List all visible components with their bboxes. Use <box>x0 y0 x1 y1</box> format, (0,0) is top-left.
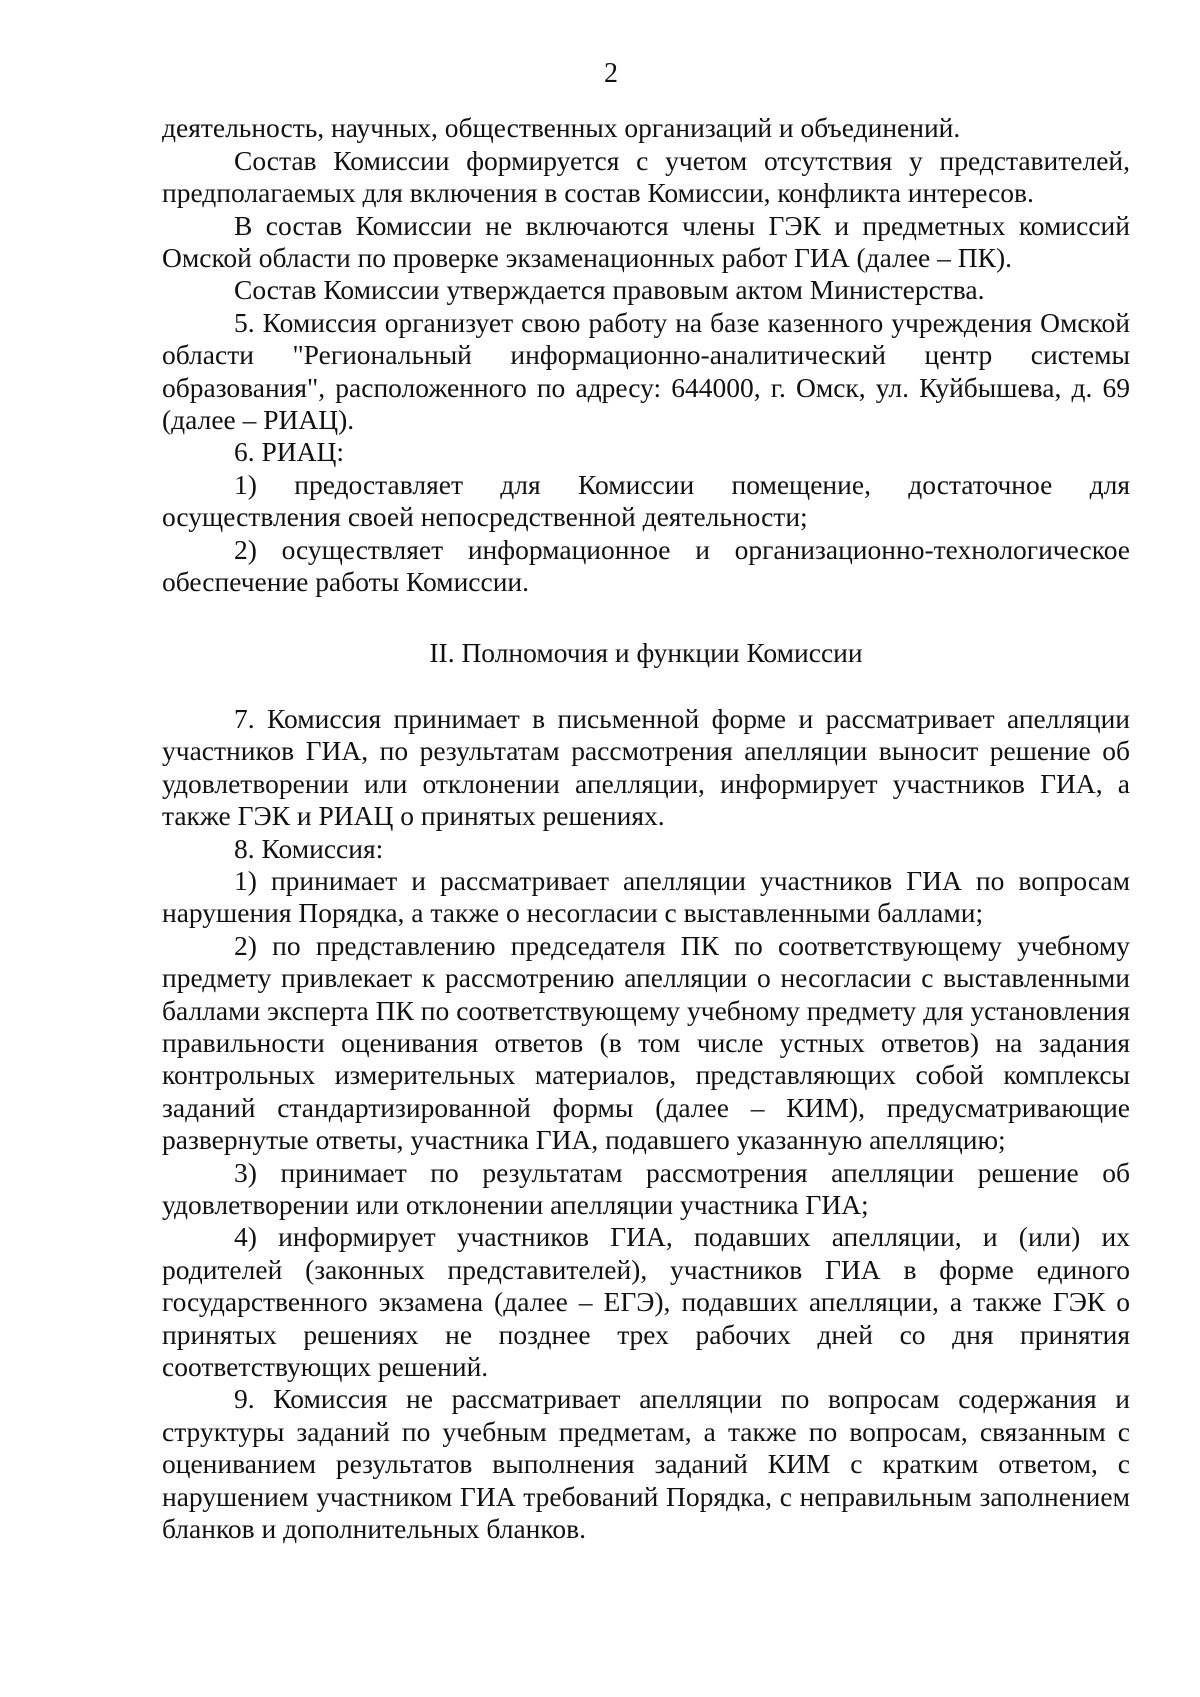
paragraph: 1) предоставляет для Комиссии помещение, достаточное для осуществления своей непосредственной деятельности; <box>162 468 1130 533</box>
paragraph: В состав Комиссии не включаются члены ГЭК и предметных комиссий Омской области по проверке экзаменационных работ ГИА (далее – ПК). <box>162 209 1130 274</box>
paragraph: 8. Комиссия: <box>234 832 384 864</box>
paragraph: 9. Комиссия не рассматривает апелляции по вопросам содержания и структуры заданий по учебным предметам, а также по вопросам, связанным с оцениванием результатов выполнения заданий КИМ с кратким ответом, с нарушением участником ГИА требований Порядка, с неправильным заполнением бланков и дополнительных бланков. <box>162 1383 1130 1545</box>
paragraph: 2) по представлению председателя ПК по соответствующему учебному предмету привлекает к рассмотрению апелляции о несогласии с выставленными баллами эксперта ПК по соответствующему учебному предмету для установления правильности оценивания ответов (в том числе устных ответов) на задания контрольных измерительных материалов, представляющих собой комплексы заданий стандартизированной формы (далее – КИМ), предусматривающие развернутые ответы, участника ГИА, подавшего указанную апелляцию; <box>162 929 1130 1156</box>
paragraph: 2) осуществляет информационное и организационно-технологическое обеспечение работы Комиссии. <box>162 533 1130 598</box>
paragraph: Состав Комиссии утверждается правовым актом Министерства. <box>234 274 985 306</box>
paragraph: 7. Комиссия принимает в письменной форме и рассматривает апелляции участников ГИА, по результатам рассмотрения апелляции выносит решение об удовлетворении или отклонении апелляции, информирует участников ГИА, а также ГЭК и РИАЦ о принятых решениях. <box>162 702 1130 832</box>
paragraph: 4) информирует участников ГИА, подавших апелляции, и (или) их родителей (законных представителей), участников ГИА в форме единого государственного экзамена (далее – ЕГЭ), подавших апелляции, а также ГЭК о принятых решениях не позднее трех рабочих дней со дня принятия соответствующих решений. <box>162 1221 1130 1383</box>
paragraphs-bottom <box>162 703 1130 1546</box>
paragraph: 6. РИАЦ: <box>234 436 345 468</box>
paragraph: 5. Комиссия организует свою работу на базе казенного учреждения Омской области "Региональный информационно-аналитический центр системы образования", расположенного по адресу: 644000, г. Омск, ул. Куйбышева, д. 69 (далее – РИАЦ). <box>162 306 1130 436</box>
section-heading: II. Полномочия и функции Комиссии <box>429 636 863 668</box>
paragraph: 3) принимает по результатам рассмотрения апелляции решение об удовлетворении или отклонении апелляции участника ГИА; <box>162 1156 1130 1220</box>
paragraph: Состав Комиссии формируется с учетом отсутствия у представителей, предполагаемых для включения в состав Комиссии, конфликта интересов. <box>162 144 1130 209</box>
paragraph: 1) принимает и рассматривает апелляции участников ГИА по вопросам нарушения Порядка, а также о несогласии с выставленными баллами; <box>162 864 1130 929</box>
page-number: 2 <box>604 58 618 89</box>
paragraph: деятельность, научных, общественных организаций и объединений. <box>162 112 961 144</box>
paragraphs-top <box>162 112 1130 598</box>
